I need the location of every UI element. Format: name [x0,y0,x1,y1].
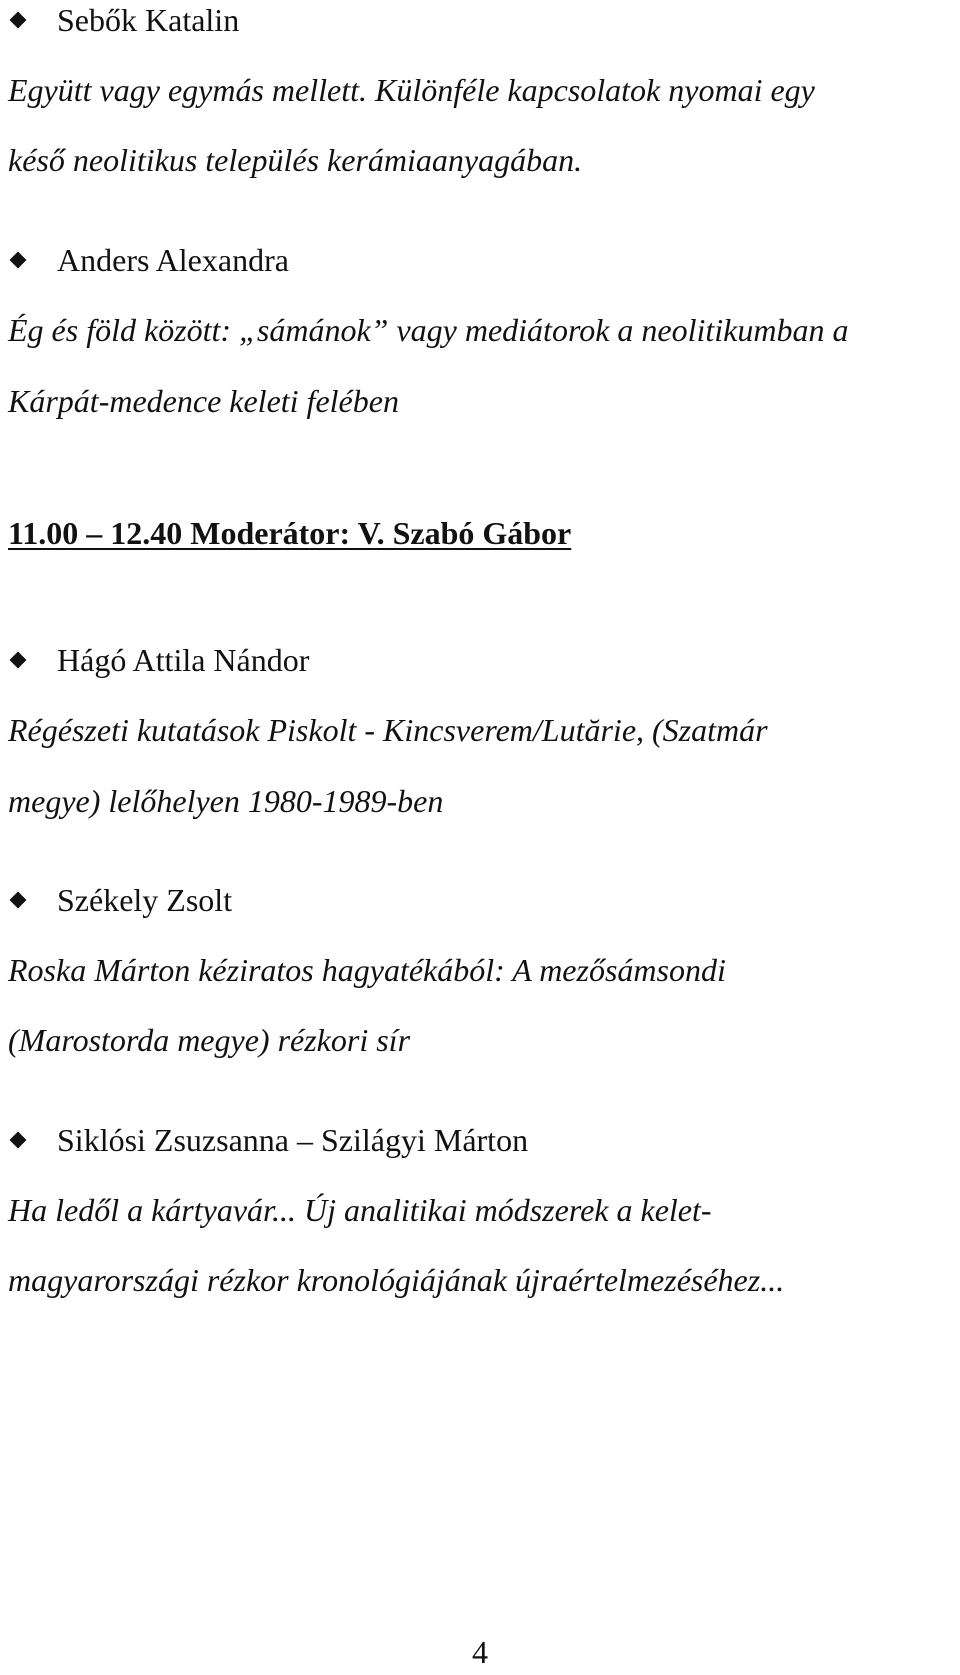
diamond-bullet-icon [10,252,27,269]
diamond-bullet-icon [10,892,27,909]
speaker-name: Székely Zsolt [57,882,233,918]
program-entry-speaker [8,880,232,920]
talk-title-line: magyarországi rézkor kronológiájának újraértelmezéséhez... [8,1262,785,1298]
talk-title-line: Együtt vagy egymás mellett. Különféle kapcsolatok nyomai egy [8,72,815,108]
speaker-name: Siklósi Zsuzsanna – Szilágyi Márton [57,1122,529,1158]
talk-title-line: Ég és föld között: „sámánok” vagy mediátorok a neolitikumban a [8,312,849,348]
talk-title-line: (Marostorda megye) rézkori sír [8,1022,411,1058]
program-entry-speaker [8,640,309,680]
page-number: 4 [472,1634,488,1670]
talk-title-line: Régészeti kutatások Piskolt - Kincsverem/Lutărie, (Szatmár [8,712,768,748]
speaker-name: Sebők Katalin [57,2,240,38]
program-entry-speaker [8,0,239,40]
program-entry-speaker [8,1120,528,1160]
diamond-bullet-icon [10,1132,27,1149]
diamond-bullet-icon [10,12,27,29]
talk-title-line: késő neolitikus település kerámiaanyagában. [8,142,583,178]
diamond-bullet-icon [10,652,27,669]
speaker-name: Anders Alexandra [57,242,289,278]
talk-title-line: Roska Márton kéziratos hagyatékából: A mezősámsondi [8,952,726,988]
speaker-name: Hágó Attila Nándor [57,642,310,678]
talk-title-line: Kárpát-medence keleti felében [8,383,399,419]
session-heading: 11.00 – 12.40 Moderátor: V. Szabó Gábor [8,515,572,551]
program-entry-speaker [8,240,289,280]
talk-title-line: megye) lelőhelyen 1980-1989-ben [8,783,444,819]
talk-title-line: Ha ledől a kártyavár... Új analitikai módszerek a kelet- [8,1192,712,1228]
